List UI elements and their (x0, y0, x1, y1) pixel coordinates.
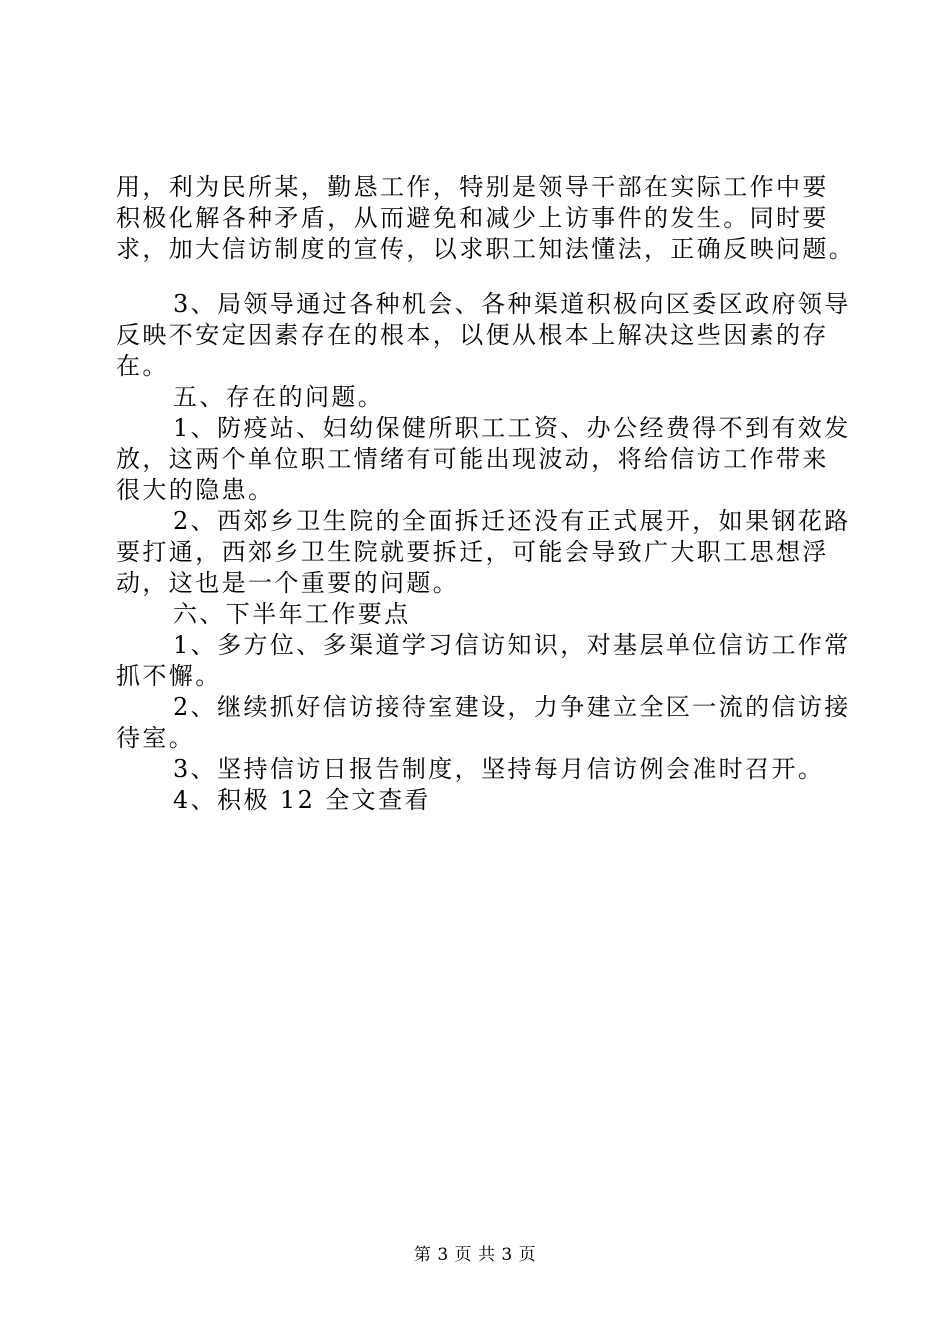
document-body (116, 172, 856, 816)
paragraph-item-3 (116, 289, 851, 382)
text-line: 2、继续抓好信访接待室建设，力争建立全区一流的信访接 (173, 693, 851, 721)
paragraph-spacer (116, 265, 836, 289)
paragraph-problem-2 (116, 506, 851, 599)
text-line: 用，利为民所某，勤恳工作，特别是领导干部在实际工作中要 (116, 173, 829, 201)
text-line: 3、坚持信访日报告制度，坚持每月信访例会准时召开。 (173, 755, 825, 783)
paragraph-problem-1 (116, 413, 851, 506)
text-line: 待室。 (116, 724, 196, 752)
section-heading-plan (116, 599, 836, 630)
section-heading-problems (116, 382, 836, 413)
paragraph-continuation (116, 172, 856, 265)
text-line: 1、多方位、多渠道学习信访知识，对基层单位信访工作常 (173, 631, 851, 659)
paragraph-plan-1 (116, 630, 851, 692)
text-line: 很大的隐患。 (116, 476, 275, 504)
page-footer: 第 3 页 共 3 页 (413, 1245, 537, 1265)
view-full-text-line: 4、积极 12 全文查看 (173, 786, 431, 814)
text-line: 求，加大信访制度的宣传，以求职工知法懂法，正确反映问题。 (116, 235, 856, 263)
text-line: 要打通，西郊乡卫生院就要拆迁，可能会导致广大职工思想浮 (116, 538, 829, 566)
text-line: 反映不安定因素存在的根本，以便从根本上解决这些因素的存 (116, 321, 829, 349)
text-line: 1、防疫站、妇幼保健所职工工资、办公经费得不到有效发 (173, 414, 851, 442)
text-line: 抓不懈。 (116, 662, 222, 690)
paragraph-plan-4 (116, 785, 836, 816)
text-line: 2、西郊乡卫生院的全面拆迁还没有正式展开，如果钢花路 (173, 507, 851, 535)
text-line: 放，这两个单位职工情绪有可能出现波动，将给信访工作带来 (116, 445, 829, 473)
text-line: 在。 (116, 352, 169, 380)
paragraph-plan-3 (116, 754, 836, 785)
text-line: 3、局领导通过各种机会、各种渠道积极向区委区政府领导 (173, 290, 851, 318)
text-line: 六、下半年工作要点 (173, 600, 411, 628)
text-line: 动，这也是一个重要的问题。 (116, 569, 460, 597)
paragraph-plan-2 (116, 692, 851, 754)
text-line: 五、存在的问题。 (173, 383, 385, 411)
text-line: 积极化解各种矛盾，从而避免和减少上访事件的发生。同时要 (116, 204, 829, 232)
